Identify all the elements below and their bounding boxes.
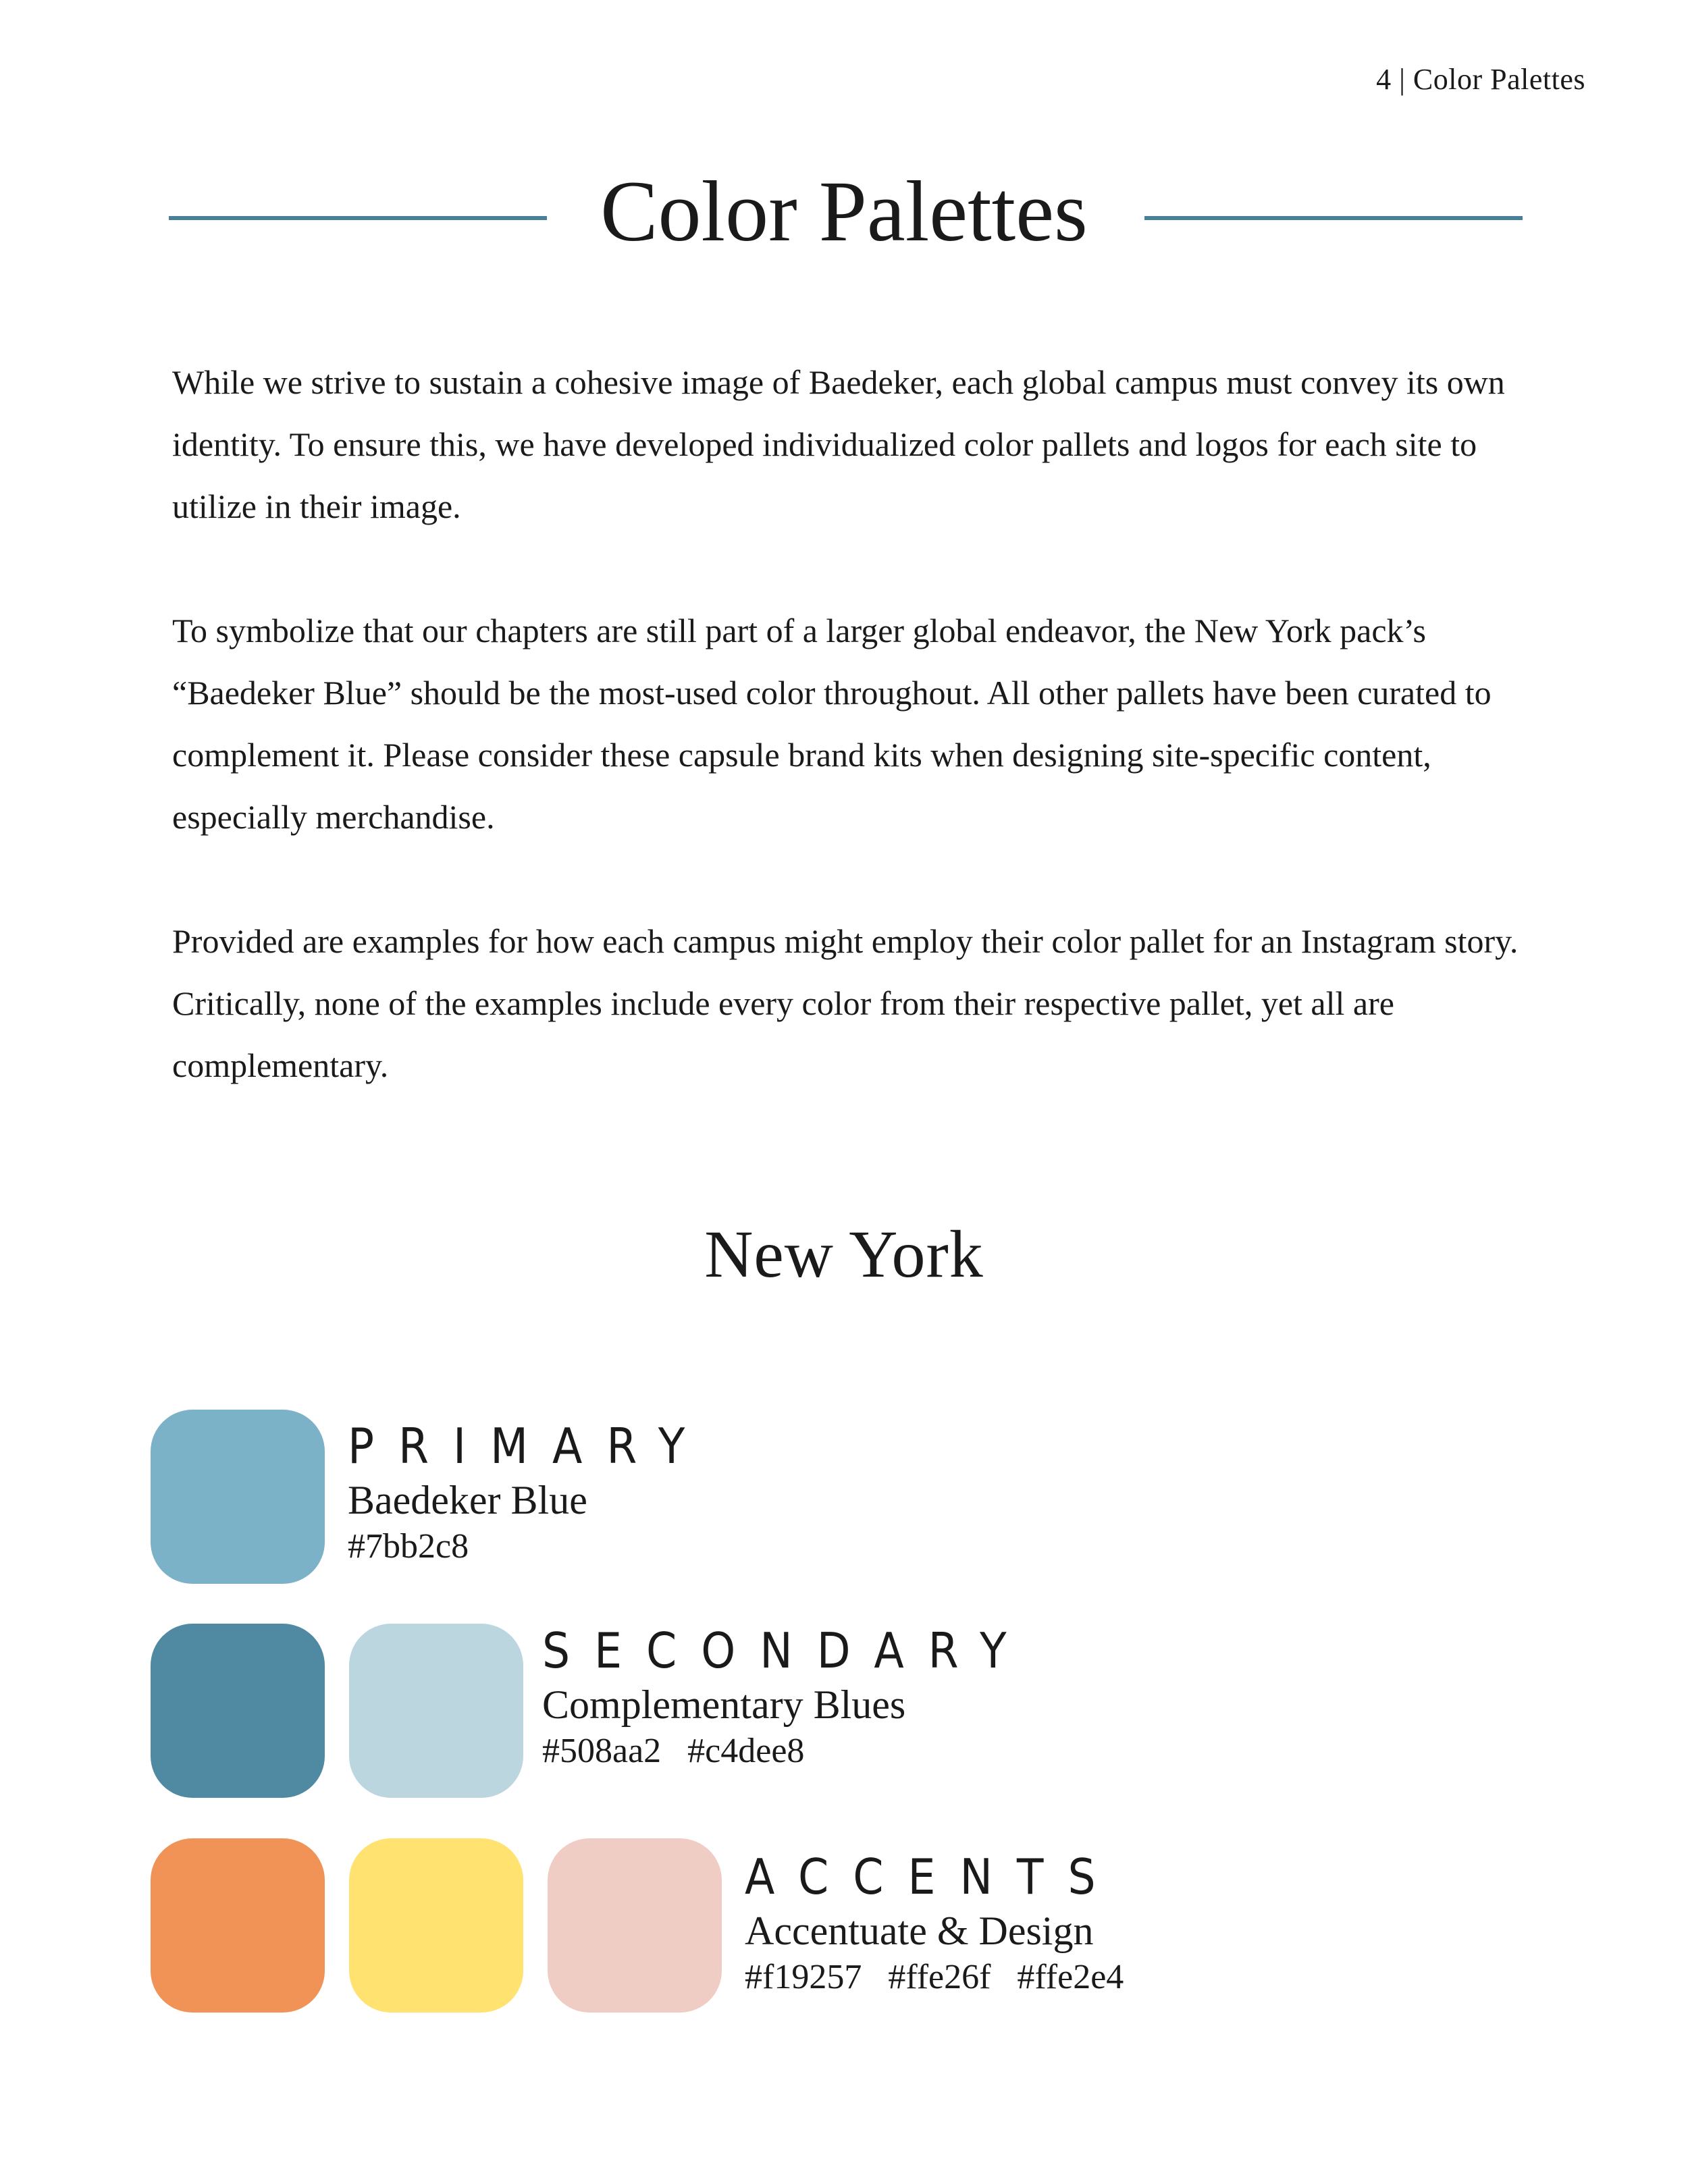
hex-code: #f19257 [745, 1958, 862, 1996]
primary-name: Baedeker Blue [348, 1478, 587, 1522]
title-rule-right [1144, 216, 1523, 220]
paragraph: To symbolize that our chapters are still part of a larger global endeavor, the New York pack’s “Baedeker Blue” should be the most-used color throughout. All other pallets have been curated to complement it. Please consider these capsule brand kits when designing site-specific content, especially merchandise. [172, 612, 1492, 836]
secondary-swatch-1 [151, 1624, 325, 1798]
campus-title: New York [704, 1217, 984, 1291]
accent-swatch-3 [548, 1838, 722, 2013]
secondary-swatch-2 [349, 1624, 523, 1798]
secondary-name: Complementary Blues [542, 1682, 906, 1727]
primary-heading: PRIMARY [348, 1418, 710, 1474]
secondary-heading: SECONDARY [542, 1622, 1031, 1679]
primary-hex [348, 1524, 709, 1569]
intro-text [172, 351, 1523, 1158]
accents-hex [745, 1955, 1141, 2000]
accent-swatch-2 [349, 1838, 523, 2013]
accents-label [745, 1850, 1141, 2000]
accent-swatch-1 [151, 1838, 325, 2013]
hex-code: #ffe2e4 [1017, 1958, 1124, 1996]
page-title: Color Palettes [600, 163, 1088, 259]
hex-code: #508aa2 [542, 1732, 662, 1770]
paragraph: While we strive to sustain a cohesive image of Baedeker, each global campus must convey its own identity. To ensure this, we have developed individualized color pallets and logos for each site to utilize in their image. [172, 363, 1505, 525]
accents-heading: ACCENTS [745, 1848, 1120, 1905]
primary-label [348, 1419, 709, 1569]
hex-code: #ffe26f [888, 1958, 991, 1996]
hex-code: #7bb2c8 [348, 1527, 469, 1566]
page-header: 4 | Color Palettes [1376, 63, 1585, 96]
paragraph: Provided are examples for how each campus might employ their color pallet for an Instagram story. Critically, none of the examples include every color from their respective pallet, yet all are complementary. [172, 922, 1519, 1084]
primary-swatch [151, 1410, 325, 1584]
hex-code: #c4dee8 [687, 1732, 805, 1770]
secondary-label [542, 1624, 1031, 1774]
accents-name: Accentuate & Design [745, 1909, 1094, 1953]
secondary-hex [542, 1729, 1031, 1774]
